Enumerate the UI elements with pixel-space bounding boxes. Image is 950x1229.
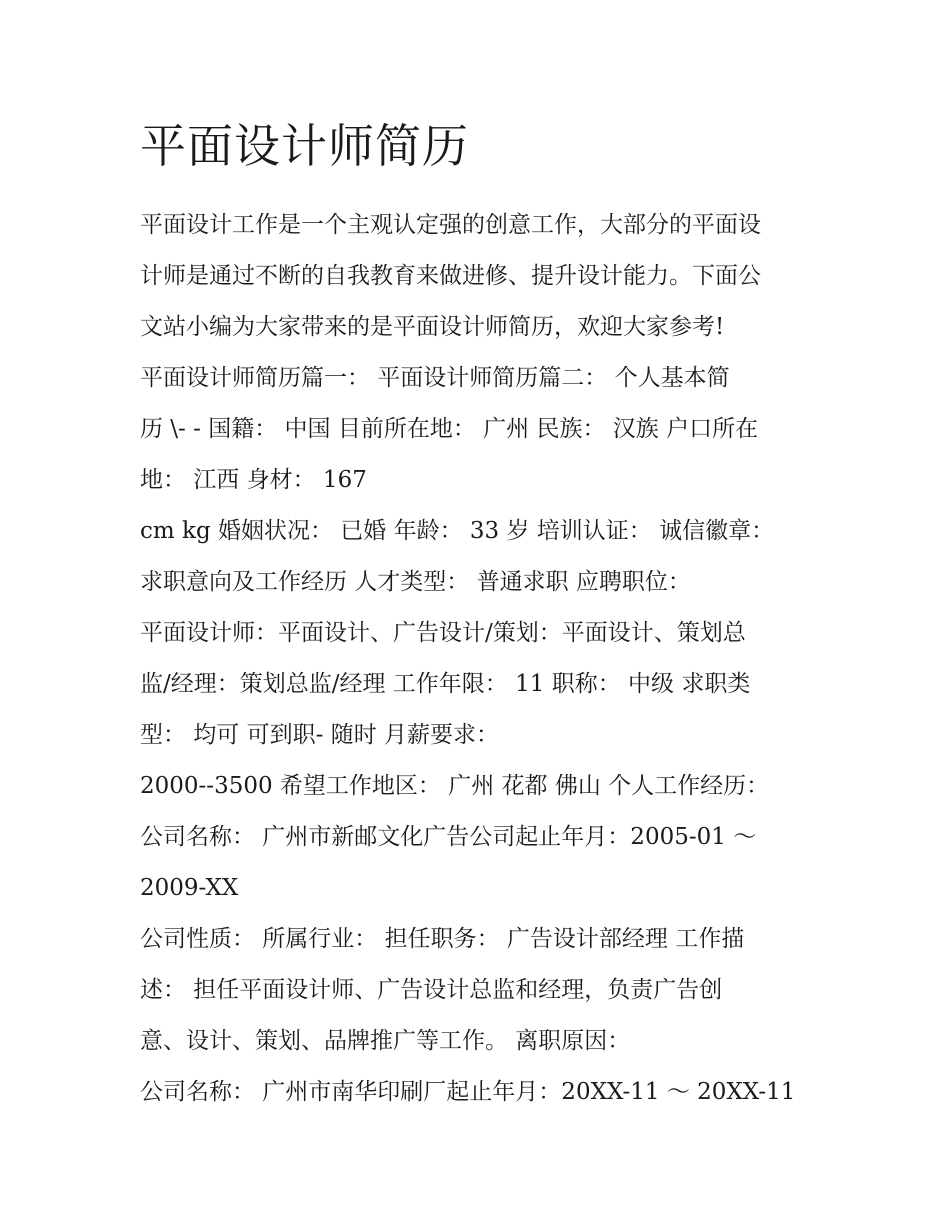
body-line: 型： 均可 可到职- 随时 月薪要求： — [140, 722, 500, 748]
body-line: 意、设计、策划、品牌推广等工作。 离职原因： — [140, 1028, 631, 1054]
body-line: 平面设计师简历篇一： 平面设计师简历篇二： 个人基本简 — [140, 365, 730, 391]
body-line: 2009-XX — [140, 875, 239, 901]
document-body — [140, 200, 830, 1118]
body-line: 公司名称： 广州市新邮文化广告公司起止年月：2005-01 ～ — [140, 824, 757, 850]
body-line: cm kg 婚姻状况： 已婚 年龄： 33 岁 培训认证： 诚信徽章： — [140, 518, 775, 544]
body-line: 公司名称： 广州市南华印刷厂起止年月：20XX-11 ～ 20XX-11 — [140, 1079, 796, 1105]
body-line: 计师是通过不断的自我教育来做进修、提升设计能力。下面公 — [140, 263, 761, 289]
document-title: 平面设计师简历 — [140, 119, 469, 173]
body-line: 述： 担任平面设计师、广告设计总监和经理，负责广告创 — [140, 977, 723, 1003]
body-line: 文站小编为大家带来的是平面设计师简历，欢迎大家参考! — [140, 314, 725, 340]
body-line: 地： 江西 身材： 167 — [140, 467, 367, 493]
body-line: 历 \- - 国籍： 中国 目前所在地： 广州 民族： 汉族 户口所在 — [140, 416, 759, 442]
body-line: 2000--3500 希望工作地区： 广州 花都 佛山 个人工作经历： — [140, 773, 770, 799]
body-line: 公司性质： 所属行业： 担任职务： 广告设计部经理 工作描 — [140, 926, 745, 952]
body-line: 监/经理：策划总监/经理 工作年限： 11 职称： 中级 求职类 — [140, 671, 751, 697]
document-page — [140, 110, 830, 1118]
body-line: 平面设计工作是一个主观认定强的创意工作，大部分的平面设 — [140, 212, 761, 238]
body-line: 平面设计师：平面设计、广告设计/策划：平面设计、策划总 — [140, 620, 746, 646]
body-line: 求职意向及工作经历 人才类型： 普通求职 应聘职位： — [140, 569, 691, 595]
